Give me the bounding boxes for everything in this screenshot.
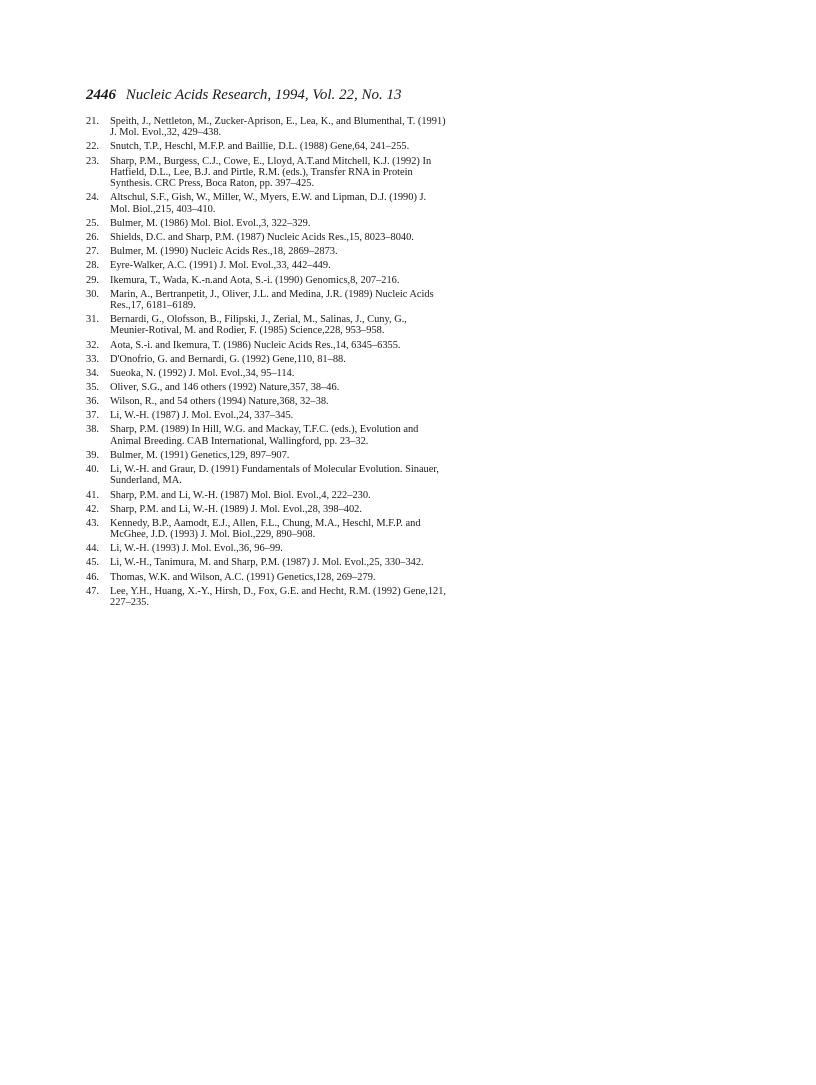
reference-number: 41. xyxy=(86,489,99,501)
reference-text: Li, W.-H. (1987) J. Mol. Evol.,24, 337–345. xyxy=(110,410,294,422)
reference-number: 45. xyxy=(86,557,99,569)
reference-number: 38. xyxy=(86,424,99,436)
reference-text: Snutch, T.P., Heschl, M.F.P. and Baillie, D.L. (1988) Gene,64, 241–255. xyxy=(110,141,410,153)
reference-item xyxy=(86,289,446,312)
reference-text: Wilson, R., and 54 others (1994) Nature,368, 32–38. xyxy=(110,396,329,408)
reference-item xyxy=(86,450,446,461)
reference-number: 37. xyxy=(86,410,99,422)
page-number: 2446 xyxy=(86,87,116,103)
reference-item xyxy=(86,586,446,609)
reference-text: Oliver, S.G., and 146 others (1992) Nature,357, 38–46. xyxy=(110,382,340,394)
reference-number: 31. xyxy=(86,314,99,326)
reference-item xyxy=(86,557,446,568)
reference-item xyxy=(86,156,446,190)
reference-text: Altschul, S.F., Gish, W., Miller, W., Myers, E.W. and Lipman, D.J. (1990) J. Mol. Biol.,215, 403–410. xyxy=(110,192,427,215)
reference-item xyxy=(86,354,446,365)
reference-text: Kennedy, B.P., Aamodt, E.J., Allen, F.L., Chung, M.A., Heschl, M.F.P. and McGhee, J.D. (1993) J. Mol. Biol.,229, 890–908. xyxy=(110,517,421,541)
reference-number: 24. xyxy=(86,192,99,204)
reference-item xyxy=(86,260,446,271)
reference-number: 33. xyxy=(86,353,99,365)
reference-item xyxy=(86,141,446,152)
reference-text: Sharp, P.M., Burgess, C.J., Cowe, E., Lloyd, A.T.and Mitchell, K.J. (1992) In Hatfield, D.L., Lee, B.J. and Pirtle, R.M. (eds.), Transfer RNA in Protein Synthesis. CRC Press, Boca Raton, pp. 397–425. xyxy=(110,155,432,190)
reference-item xyxy=(86,464,446,487)
reference-item xyxy=(86,410,446,421)
reference-text: Li, W.-H. and Graur, D. (1991) Fundamentals of Molecular Evolution. Sinauer, Sunderland, MA. xyxy=(110,464,440,487)
reference-number: 30. xyxy=(86,288,99,300)
reference-text: Li, W.-H., Tanimura, M. and Sharp, P.M. (1987) J. Mol. Evol.,25, 330–342. xyxy=(110,557,424,569)
reference-number: 39. xyxy=(86,449,99,461)
reference-text: Bernardi, G., Olofsson, B., Filipski, J., Zerial, M., Salinas, J., Cuny, G., Meunier-Rotival, M. and Rodier, F. (1985) Science,228, 953–958. xyxy=(110,314,407,337)
reference-item xyxy=(86,218,446,229)
reference-item xyxy=(86,232,446,243)
reference-text: Marin, A., Bertranpetit, J., Oliver, J.L. and Medina, J.R. (1989) Nucleic Acids Res.,17, 6181–6189. xyxy=(110,288,434,311)
reference-number: 34. xyxy=(86,367,99,379)
reference-item xyxy=(86,396,446,407)
reference-text: Li, W.-H. (1993) J. Mol. Evol.,36, 96–99. xyxy=(110,543,283,555)
reference-text: Sharp, P.M. and Li, W.-H. (1989) J. Mol. Evol.,28, 398–402. xyxy=(110,503,362,515)
reference-text: Bulmer, M. (1990) Nucleic Acids Res.,18, 2869–2873. xyxy=(110,246,338,258)
reference-item xyxy=(86,424,446,447)
reference-item xyxy=(86,275,446,286)
reference-text: Speith, J., Nettleton, M., Zucker-Aprison, E., Lea, K., and Blumenthal, T. (1991) J. Mol. Evol.,32, 429–438. xyxy=(110,116,446,139)
reference-text: Sueoka, N. (1992) J. Mol. Evol.,34, 95–114. xyxy=(110,367,295,379)
reference-item xyxy=(86,382,446,393)
reference-item xyxy=(86,246,446,257)
reference-number: 36. xyxy=(86,396,99,408)
reference-number: 46. xyxy=(86,571,99,583)
reference-number: 40. xyxy=(86,464,99,476)
reference-text: Bulmer, M. (1991) Genetics,129, 897–907. xyxy=(110,449,290,461)
reference-number: 27. xyxy=(86,246,99,258)
reference-number: 47. xyxy=(86,585,99,597)
reference-text: Bulmer, M. (1986) Mol. Biol. Evol.,3, 322–329. xyxy=(110,217,311,229)
reference-text: Aota, S.-i. and Ikemura, T. (1986) Nucleic Acids Res.,14, 6345–6355. xyxy=(110,339,401,351)
reference-text: Eyre-Walker, A.C. (1991) J. Mol. Evol.,33, 442–449. xyxy=(110,260,331,272)
reference-number: 35. xyxy=(86,382,99,394)
reference-number: 29. xyxy=(86,274,99,286)
reference-text: Shields, D.C. and Sharp, P.M. (1987) Nucleic Acids Res.,15, 8023–8040. xyxy=(110,232,414,244)
journal-citation: Nucleic Acids Research, 1994, Vol. 22, No. 13 xyxy=(125,87,402,103)
reference-number: 42. xyxy=(86,503,99,515)
reference-item xyxy=(86,368,446,379)
page-header xyxy=(86,87,402,104)
reference-number: 32. xyxy=(86,339,99,351)
reference-item xyxy=(86,116,446,139)
reference-item xyxy=(86,504,446,515)
reference-text: Thomas, W.K. and Wilson, A.C. (1991) Genetics,128, 269–279. xyxy=(110,571,376,583)
reference-number: 44. xyxy=(86,543,99,555)
reference-item xyxy=(86,572,446,583)
reference-number: 22. xyxy=(86,141,99,153)
reference-number: 25. xyxy=(86,217,99,229)
reference-item xyxy=(86,490,446,501)
reference-text: Sharp, P.M. and Li, W.-H. (1987) Mol. Biol. Evol.,4, 222–230. xyxy=(110,489,371,501)
reference-text: D'Onofrio, G. and Bernardi, G. (1992) Gene,110, 81–88. xyxy=(110,353,346,365)
reference-number: 43. xyxy=(86,517,99,529)
reference-item xyxy=(86,340,446,351)
reference-text: Ikemura, T., Wada, K.-n.and Aota, S.-i. (1990) Genomics,8, 207–216. xyxy=(110,274,400,286)
reference-item xyxy=(86,543,446,554)
reference-item xyxy=(86,192,446,215)
reference-item xyxy=(86,518,446,541)
reference-number: 26. xyxy=(86,232,99,244)
reference-number: 21. xyxy=(86,116,99,127)
reference-text: Lee, Y.H., Huang, X.-Y., Hirsh, D., Fox, G.E. and Hecht, R.M. (1992) Gene,121, 227–235. xyxy=(110,585,447,609)
reference-item xyxy=(86,314,446,337)
reference-list xyxy=(86,116,446,608)
reference-number: 28. xyxy=(86,260,99,272)
reference-text: Sharp, P.M. (1989) In Hill, W.G. and Mackay, T.F.C. (eds.), Evolution and Animal Breeding. CAB International, Wallingford, pp. 23–32. xyxy=(110,424,419,447)
reference-number: 23. xyxy=(86,155,99,167)
